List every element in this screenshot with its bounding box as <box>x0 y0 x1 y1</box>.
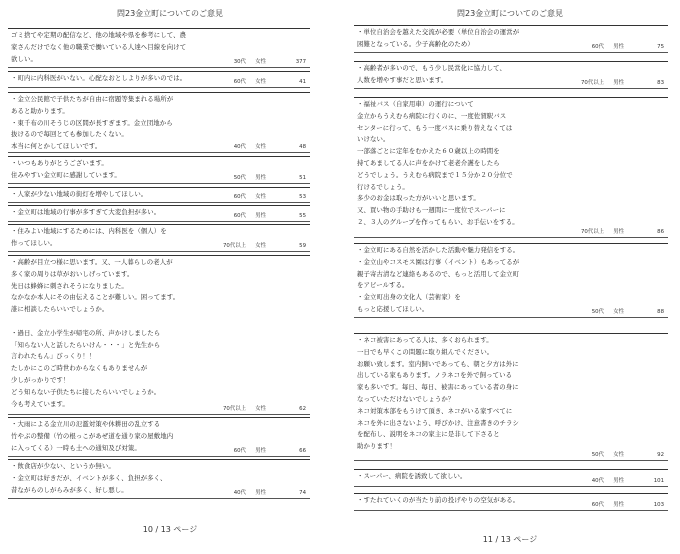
respondent-age: 70代以上 <box>580 80 604 86</box>
respondent-meta <box>222 489 306 497</box>
comment-line: 出している家もあります。ノラネコを外で飼っている <box>357 371 513 380</box>
comment-line: どう知らない子供たちに接したらいいでしょうか。 <box>11 387 161 396</box>
comment-line: ・金立町は好きだが、イベントが多く、負担が多く、 <box>11 473 167 482</box>
comment-line: ・高齢が目立つ様に思います。又、一人暮らしの老人が <box>11 258 173 266</box>
comment-line: ゴミ捨てや定期の配信など、他の地域や県を参考にして、農 <box>11 31 187 39</box>
comment-line: お願い致します。室内飼いであっても、朝と夕方は外に <box>357 359 519 368</box>
comment-entry <box>8 205 310 222</box>
respondent-meta <box>222 174 306 182</box>
comment-entry <box>8 28 310 68</box>
respondent-sex: 女性 <box>255 79 266 85</box>
comment-entry <box>354 25 668 53</box>
response-number: 66 <box>299 448 306 454</box>
respondent-meta <box>222 242 306 250</box>
comment-entry <box>354 97 668 238</box>
comment-line: ネコを外に出さないよう、呼びかけ、注意書きのチラシ <box>357 418 520 427</box>
respondent-age: 50代 <box>591 452 604 458</box>
respondent-sex: 男性 <box>613 229 624 235</box>
respondent-age: 40代 <box>233 144 246 150</box>
comment-line: 本当に何とかしてほしいです。 <box>11 142 102 151</box>
comment-line: 少しがっかりです！ <box>11 375 70 384</box>
comment-line: ・福祉バス（自家用車）の運行について <box>357 100 474 108</box>
comment-line: 行けるでしょう。 <box>357 182 409 191</box>
respondent-meta <box>222 405 306 413</box>
comment-line: 親子寄古清など連絡もあるので、もっと活用して金立町 <box>357 269 520 278</box>
comment-line: いけない。 <box>357 135 390 144</box>
respondent-meta <box>580 477 664 485</box>
response-number: 101 <box>653 478 664 484</box>
respondent-sex: 男性 <box>613 478 624 484</box>
respondent-age: 60代 <box>233 194 246 200</box>
response-number: 55 <box>299 213 306 219</box>
comment-line: をアピールする。 <box>357 281 409 290</box>
respondent-sex: 男性 <box>613 80 624 86</box>
comment-line: ・金立公民館で子供たちが自由に宿題等集まれる場所が <box>11 95 174 103</box>
comment-line: ・東千布の川そうじの区間が長すぎます。金立団地から <box>11 118 173 127</box>
respondent-sex: 女性 <box>613 309 624 315</box>
comment-line: ・金立山やコスモス園は行事（イベント）もあってるが <box>357 257 520 266</box>
respondent-age: 60代 <box>233 213 246 219</box>
comment-line: 助かります！ <box>357 442 396 451</box>
respondent-age: 40代 <box>233 490 246 496</box>
comment-line: ・過日、金立小学生が帰宅の所、声かけしましたら <box>11 328 161 337</box>
respondent-sex: 女性 <box>255 59 266 65</box>
comment-line: ネコ対策本部をもうけて頂き、ネコがいる家すべてに <box>357 406 513 415</box>
comment-entry <box>354 469 668 487</box>
respondent-age: 50代 <box>233 175 246 181</box>
comment-line: 竹やぶの整備（竹の根っこがあぜ道を通り家の屋敷地内 <box>11 431 174 440</box>
comment-line: ・人家が少ない地域の街灯を増やしてほしい。 <box>11 190 148 198</box>
comment-line: 昔ながらのしがらみが多く、好し悪し。 <box>11 485 128 494</box>
respondent-age: 30代 <box>233 59 246 65</box>
comment-line: 又、買い物の手助けも一週間に一度位でスーパーに <box>357 206 506 215</box>
comment-line: ・金立町出身の文化人（芸術家）を <box>357 293 461 302</box>
comment-line: 金立からうえむら病院に行くのに、一度佐賀駅バス <box>357 111 507 120</box>
comment-line: ・町内に内科医がいない。心配なおとしよりが多いのでは。 <box>11 74 187 82</box>
comment-line: たしかにこのご時世わからなくもありませんが <box>11 364 148 373</box>
respondent-age: 60代 <box>233 79 246 85</box>
response-number: 83 <box>657 80 664 86</box>
respondent-meta <box>580 43 664 51</box>
page-title: 問23金立町についてのご意見 <box>456 9 564 18</box>
comment-line <box>11 316 306 328</box>
respondent-meta <box>222 212 306 220</box>
comment-line: 言われたもん」びっくり！！ <box>11 352 96 361</box>
respondent-age: 60代 <box>591 44 604 50</box>
respondent-sex: 女性 <box>255 144 266 150</box>
respondent-meta <box>580 451 664 459</box>
respondent-sex: 女性 <box>255 194 266 200</box>
comment-entry <box>8 255 310 415</box>
response-number: 48 <box>299 144 306 150</box>
comment-line: なかなか本人にその由伝えることが難しい。困ってます。 <box>11 293 180 302</box>
response-number: 51 <box>299 175 306 181</box>
respondent-meta <box>222 447 306 455</box>
respondent-age: 70代以上 <box>222 243 246 249</box>
respondent-sex: 女性 <box>255 243 266 249</box>
response-number: 377 <box>295 59 306 65</box>
response-number: 103 <box>653 502 664 508</box>
comment-line: 多少のお金は取った方がいいと思います。 <box>357 194 480 203</box>
comment-entry <box>8 459 310 499</box>
comment-line: を配布し、説明をネコの家主に是非して下さると <box>357 430 500 439</box>
comment-entry <box>354 333 668 461</box>
respondent-age: 70代以上 <box>222 406 246 412</box>
respondent-meta <box>580 79 664 87</box>
comment-entry <box>354 243 668 318</box>
comment-line: なっていただけないでしょうか？ <box>357 394 455 403</box>
respondent-meta <box>222 143 306 151</box>
respondent-age: 60代 <box>233 448 246 454</box>
comment-entry <box>8 156 310 184</box>
respondent-meta <box>580 501 664 509</box>
comment-line: どうでしょう。うえむら病院まで１５分か２０分位で <box>357 170 513 179</box>
respondent-age: 40代 <box>591 478 604 484</box>
response-number: 92 <box>657 452 664 458</box>
page-title: 問23金立町についてのご意見 <box>116 9 224 18</box>
comment-entry <box>8 417 310 457</box>
page-footer: 10 / 13 ページ <box>142 525 198 534</box>
response-number: 86 <box>657 229 664 235</box>
comment-line: ・スーパー、病院を誘致して欲しい。 <box>357 472 467 480</box>
comment-line: ・金立町にある自然を活かした活動や魅力発信をする。 <box>357 246 520 254</box>
comment-line: ・いつもありがとうございます。 <box>11 159 108 167</box>
comment-line: 多く家の周りは草がおいしげっています。 <box>11 269 134 278</box>
respondent-meta <box>222 193 306 201</box>
comment-line: に入ってくる）一時も土への通知及び対策。 <box>11 443 141 452</box>
respondent-meta <box>222 78 306 86</box>
comment-entry <box>354 493 668 511</box>
comment-line: ・大雨による金立川の氾濫対策や休耕田の乱立する <box>11 420 161 428</box>
respondent-sex: 男性 <box>255 490 266 496</box>
respondent-meta <box>580 228 664 236</box>
page-right <box>340 0 680 554</box>
comment-line: 今も考えています。 <box>11 399 69 408</box>
comment-line: 人数を増やす事だと思います。 <box>357 75 448 84</box>
comment-line: ・金立町は地域の行事が多すぎて大変負担が多い。 <box>11 208 161 216</box>
respondent-sex: 男性 <box>613 502 624 508</box>
comment-line: ・飲食店が少ない、というか無い。 <box>11 462 115 470</box>
comment-line: 一部落ごとに定年をむかえた６０歳以上の時間を <box>357 147 500 156</box>
comment-line: 持てあましてる人に声をかけて老老介護をしたら <box>357 158 500 167</box>
respondent-age: 60代 <box>591 502 604 508</box>
comment-line: ・単位自治会を越えた交流が必要（単位自治会の運営が <box>357 28 520 36</box>
comment-entry <box>8 71 310 88</box>
respondent-sex: 女性 <box>613 452 624 458</box>
comment-line: ・ネコ被害にあってる人は、多くおられます。 <box>357 336 493 344</box>
comment-entry <box>8 187 310 203</box>
comment-line: ・高齢者が多いので、もう少し民営化に協力して、 <box>357 64 507 72</box>
comment-line: あると助かります。 <box>11 106 69 115</box>
response-number: 59 <box>299 243 306 249</box>
comment-entry <box>8 224 310 252</box>
comment-line: ・すたれていくのが当たり前の投げやりの空気がある。 <box>357 496 520 504</box>
comment-line: 困難となっている。少子高齢化のため） <box>357 39 474 48</box>
comment-entry <box>354 61 668 89</box>
comment-line: 欲しい。 <box>11 54 37 63</box>
respondent-sex: 女性 <box>255 406 266 412</box>
respondent-sex: 男性 <box>255 448 266 454</box>
response-number: 88 <box>657 309 664 315</box>
comment-line: 「知らない人と話したらいけん・・・」と先生から <box>11 340 161 349</box>
response-number: 62 <box>299 406 306 412</box>
comment-line: 先日は蜂蜂に刺されそうになりました。 <box>11 281 128 290</box>
comment-line: ・住みよい地域にするためには、内科医を（個人）を <box>11 227 167 235</box>
response-number: 41 <box>299 79 306 85</box>
response-number: 75 <box>657 44 664 50</box>
respondent-age: 70代以上 <box>580 229 604 235</box>
comment-line: 作ってほしい。 <box>11 238 57 247</box>
comment-line: もっと応援してほしい。 <box>357 304 429 313</box>
comment-line: 家も多いです。毎日、毎日、被害にあっている者の身に <box>357 383 519 392</box>
comment-line: ２、３人のグループを作ってもらい、お手伝いをする。 <box>357 217 519 226</box>
response-number: 74 <box>299 490 306 496</box>
comment-line: 抜けるので毎回とても参加したくない。 <box>11 130 128 139</box>
comment-entry <box>8 92 310 153</box>
comment-line: 家さんだけでなく他の職業で働いている人達へ目線を向けて <box>11 42 187 51</box>
comment-line: センターに行って、もう一度バスに乗り替えなくては <box>357 123 513 132</box>
response-number: 53 <box>299 194 306 200</box>
comment-line: 住みやすい金立町に感謝しています。 <box>11 170 121 179</box>
respondent-age: 50代 <box>591 309 604 315</box>
respondent-sex: 男性 <box>255 213 266 219</box>
respondent-meta <box>580 308 664 316</box>
respondent-sex: 男性 <box>255 175 266 181</box>
page-footer: 11 / 13 ページ <box>482 535 538 544</box>
comment-line: 誰に相談したらいいでしょうか。 <box>11 305 109 314</box>
comment-line: 一日でも早くこの問題に取り組んでください。 <box>357 347 494 356</box>
respondent-meta <box>222 58 306 66</box>
respondent-sex: 男性 <box>613 44 624 50</box>
